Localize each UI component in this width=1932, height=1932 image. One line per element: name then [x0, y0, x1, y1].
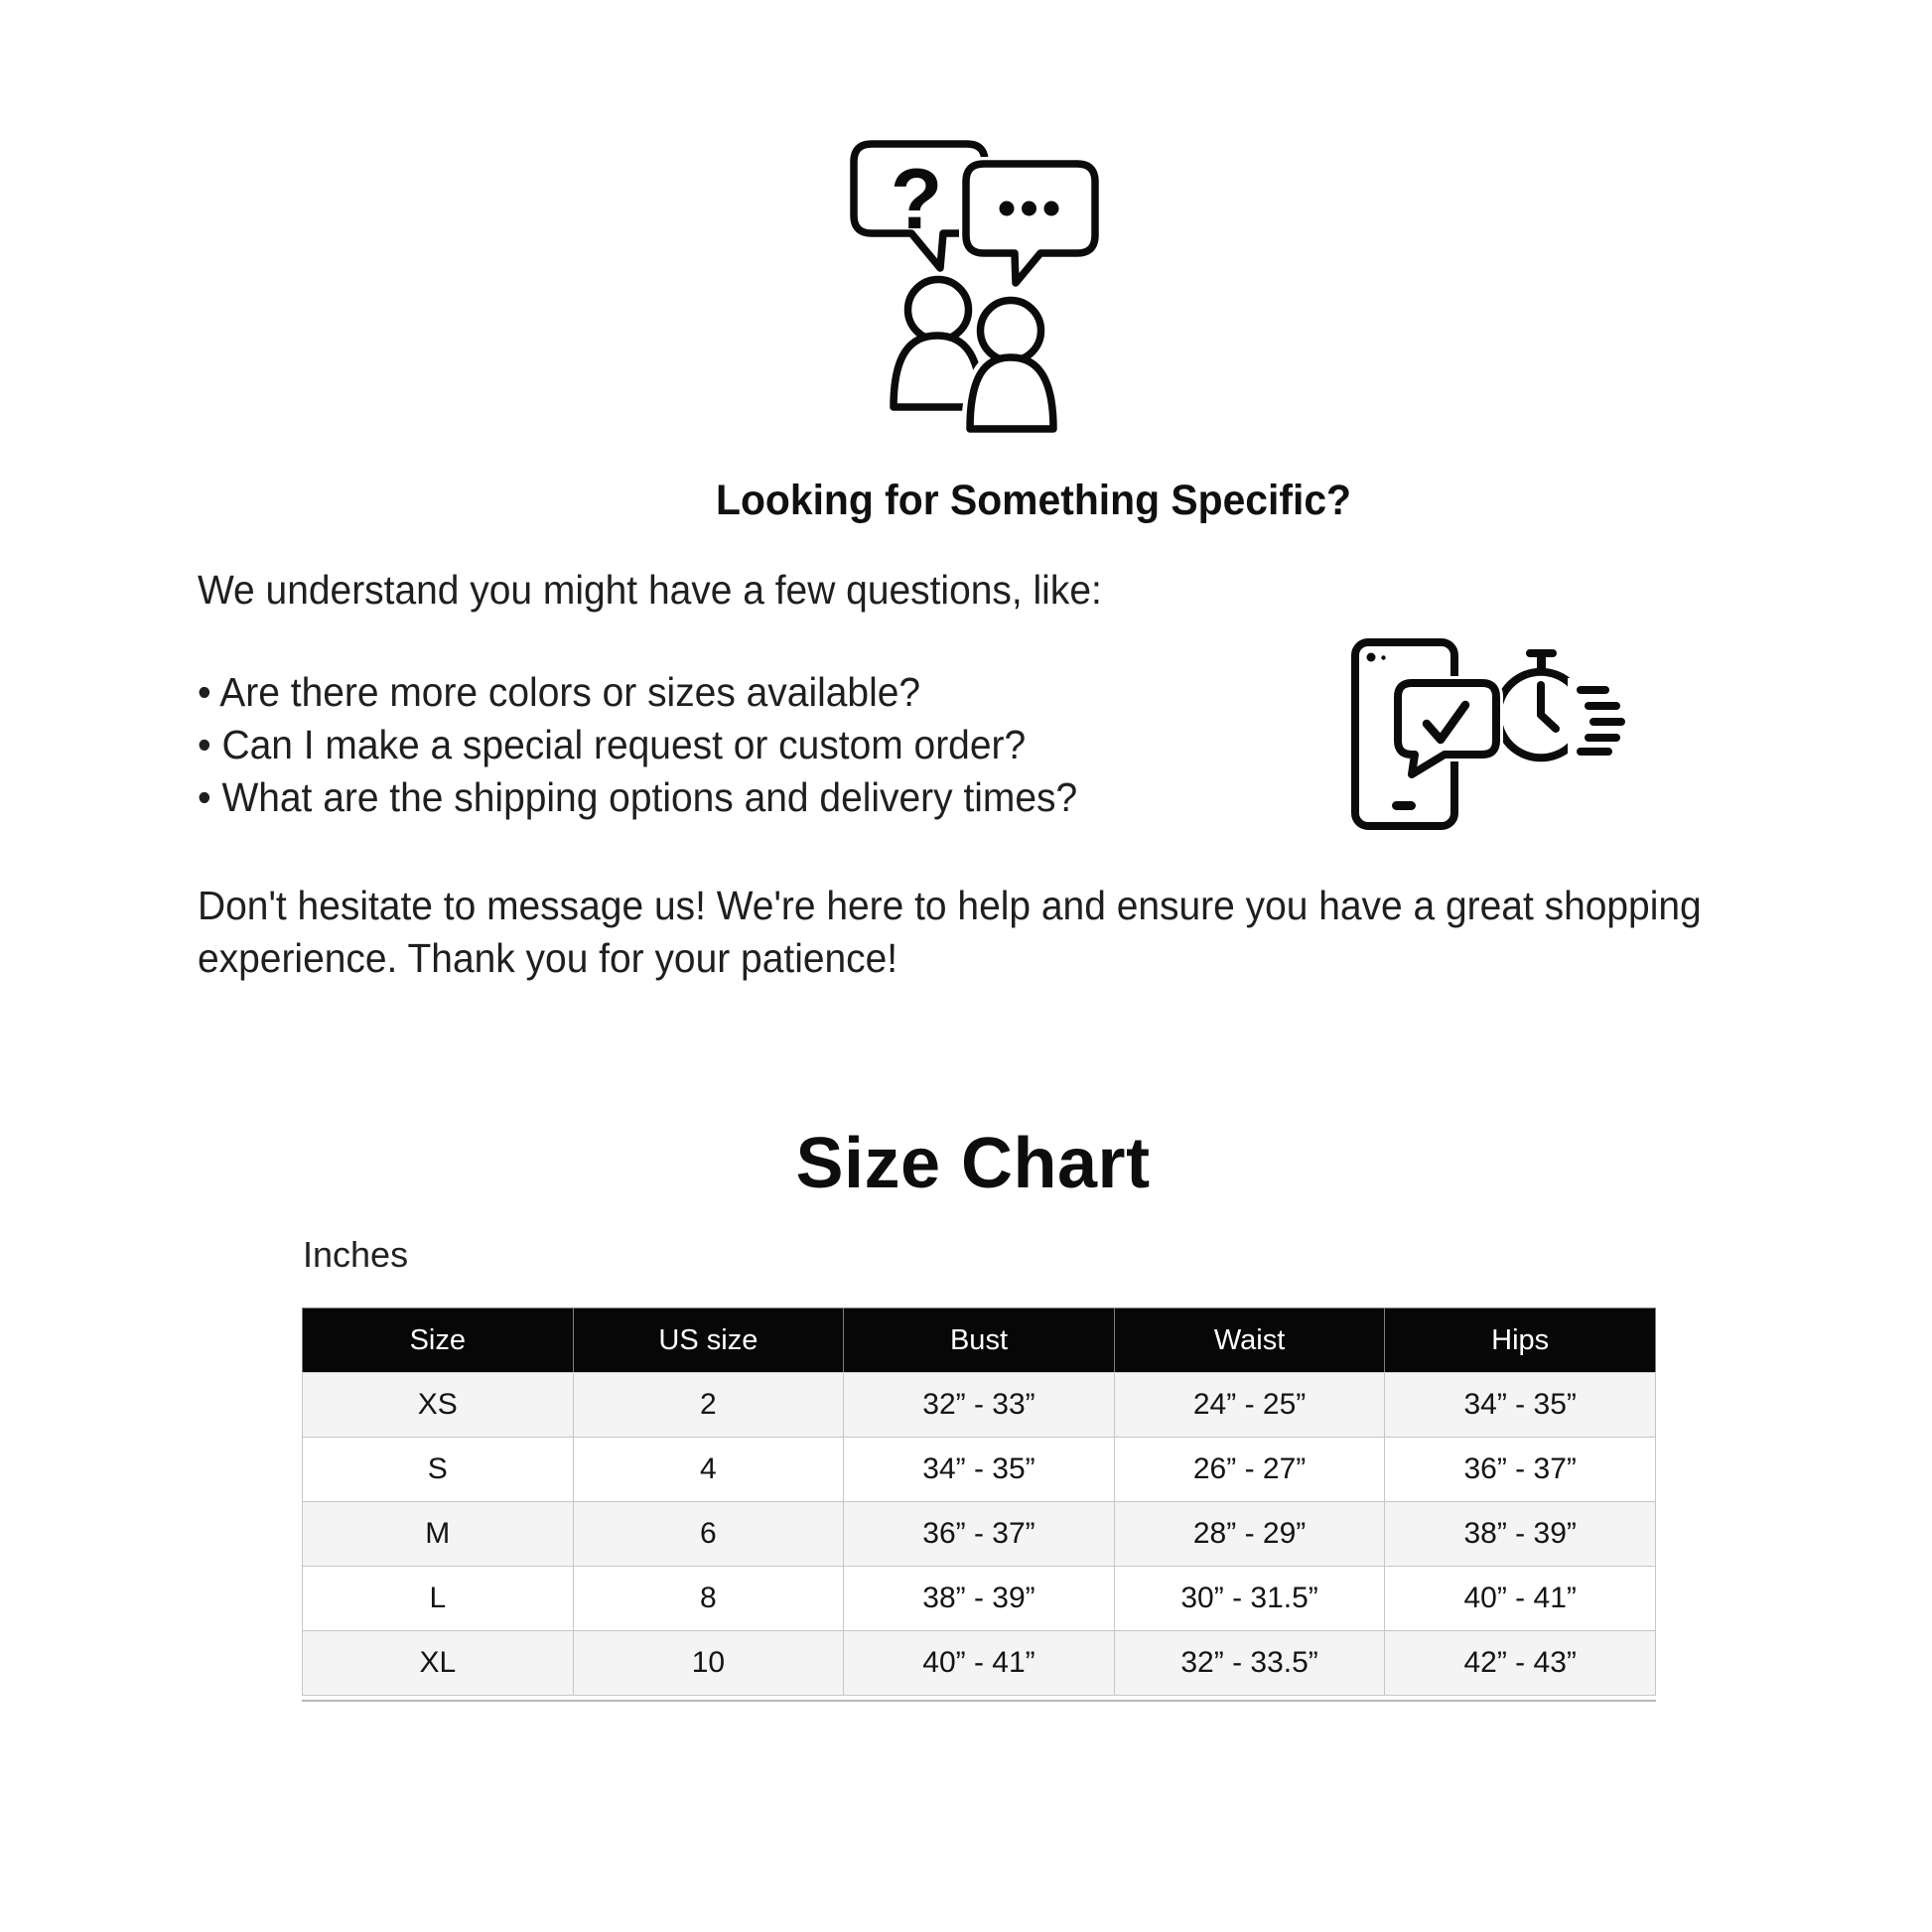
size-chart-cell: 10 — [573, 1631, 844, 1696]
size-chart-cell: 42” - 43” — [1385, 1631, 1656, 1696]
question-answer-chat-icon — [846, 139, 1116, 437]
size-chart-cell: 8 — [573, 1567, 844, 1631]
size-chart-title: Size Chart — [795, 1124, 1151, 1203]
size-chart-cell: 4 — [573, 1438, 844, 1502]
message-line: experience. Thank you for your patience! — [198, 935, 898, 981]
quick-reply-phone-timer-icon — [1350, 638, 1640, 842]
size-chart-col-header: Hips — [1385, 1309, 1656, 1373]
size-chart-cell: 38” - 39” — [1385, 1502, 1656, 1567]
table-header-row — [303, 1309, 1656, 1373]
size-chart-header — [303, 1309, 1656, 1373]
size-chart-cell: 2 — [573, 1373, 844, 1438]
home-bar-icon — [1392, 801, 1416, 810]
stopwatch-icon — [1498, 653, 1640, 761]
section-title: Looking for Something Specific? — [715, 477, 1352, 524]
table-row — [303, 1502, 1656, 1567]
size-chart-body — [303, 1373, 1656, 1696]
question-glyph: ? — [890, 152, 943, 247]
camera-dot-icon — [1367, 653, 1376, 662]
size-chart-table — [302, 1308, 1656, 1696]
message-line: Don't hesitate to message us! We're here to help and ensure you have a great shopping — [198, 883, 1702, 928]
faq-bullet-item: • Are there more colors or sizes available? — [198, 669, 921, 715]
size-chart-cell: 26” - 27” — [1114, 1438, 1385, 1502]
faq-bullet-item: • Can I make a special request or custom order? — [198, 722, 1027, 767]
faq-bullet-item: • What are the shipping options and delivery times? — [198, 774, 1078, 820]
table-row — [303, 1631, 1656, 1696]
message-paragraph — [198, 880, 1702, 985]
size-chart-cell: 32” - 33.5” — [1114, 1631, 1385, 1696]
size-chart-cell: 32” - 33” — [844, 1373, 1115, 1438]
intro-lead-text: We understand you might have a few questions, like: — [198, 567, 1102, 613]
size-chart-cell: S — [303, 1438, 574, 1502]
size-chart-cell: XL — [303, 1631, 574, 1696]
size-chart-cell: XS — [303, 1373, 574, 1438]
size-chart-cell: 6 — [573, 1502, 844, 1567]
size-chart-cell: 34” - 35” — [844, 1438, 1115, 1502]
size-chart-col-header: Size — [303, 1309, 574, 1373]
size-chart-cell: 30” - 31.5” — [1114, 1567, 1385, 1631]
size-chart-cell: 28” - 29” — [1114, 1502, 1385, 1567]
size-chart-cell: 24” - 25” — [1114, 1373, 1385, 1438]
table-row — [303, 1373, 1656, 1438]
size-chart-cell: L — [303, 1567, 574, 1631]
size-chart-cell: 40” - 41” — [1385, 1567, 1656, 1631]
size-chart-col-header: Waist — [1114, 1309, 1385, 1373]
size-chart-col-header: Bust — [844, 1309, 1115, 1373]
size-chart-cell: 36” - 37” — [844, 1502, 1115, 1567]
message-check-bubble-icon — [1391, 676, 1503, 774]
answer-bubble-icon — [959, 157, 1103, 283]
size-chart-cell: 38” - 39” — [844, 1567, 1115, 1631]
typing-dots-icon — [1000, 202, 1059, 216]
size-chart-cell: 34” - 35” — [1385, 1373, 1656, 1438]
faq-bullet-list — [198, 666, 1077, 824]
size-chart-table-wrap — [302, 1308, 1656, 1702]
unit-label: Inches — [303, 1234, 409, 1275]
size-chart-cell: 40” - 41” — [844, 1631, 1115, 1696]
table-row — [303, 1567, 1656, 1631]
size-chart-cell: 36” - 37” — [1385, 1438, 1656, 1502]
size-chart-cell: M — [303, 1502, 574, 1567]
table-row — [303, 1438, 1656, 1502]
size-chart-col-header: US size — [573, 1309, 844, 1373]
